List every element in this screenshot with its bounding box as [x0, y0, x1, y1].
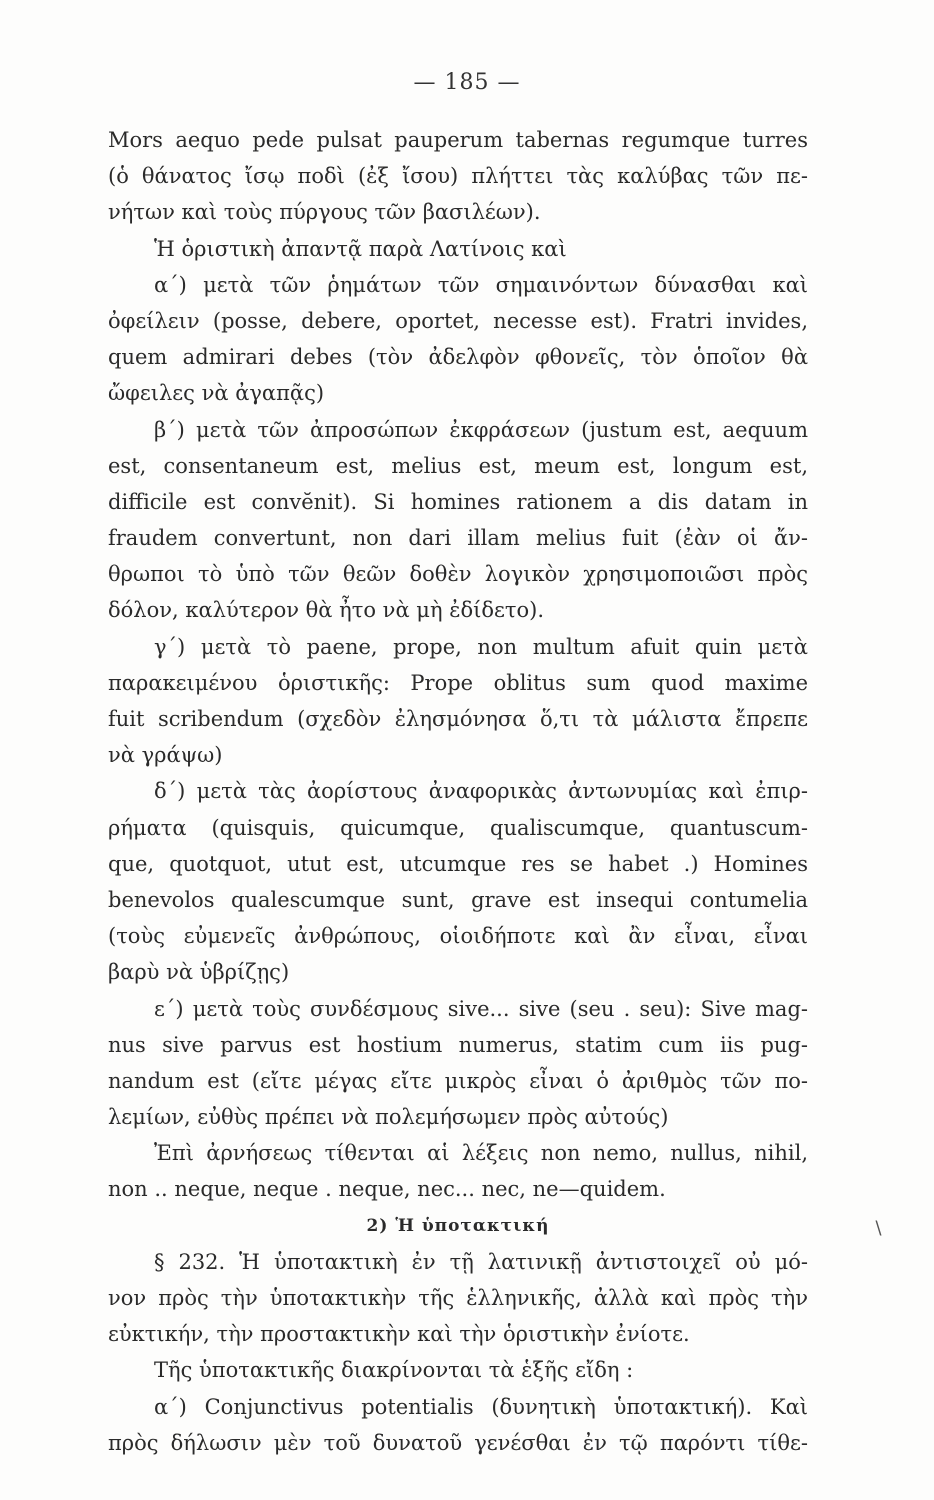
text-line: α΄) μετὰ τῶν ῥημάτων τῶν σημαινόντων δύνασθαι καὶ [154, 272, 808, 297]
text-line: (ὁ θάνατος ἴσῳ ποδὶ (ἐξ ἴσου) πλήττει τὰς καλύβας τῶν πε- [108, 164, 808, 189]
section-heading: 2) Ἡ ὑποτακτική [366, 1215, 550, 1236]
text-line: α΄) Conjunctivus potentialis (δυνητικὴ ὑποτακτική). Καὶ [154, 1394, 808, 1419]
text-line: παρακειμένου ὁριστικῆς: Prope oblitus sum quod maxime [108, 670, 808, 695]
text-line: β΄) μετὰ τῶν ἀπροσώπων ἐκφράσεων (justum est, aequum [154, 417, 808, 442]
text-line: ρήματα (quisquis, quicumque, qualiscumque, quantuscum- [108, 815, 808, 840]
text-line: quem admirari debes (τὸν ἀδελφὸν φθονεῖς, τὸν ὁποῖον θὰ [108, 345, 808, 370]
text-line: θρωποι τὸ ὑπὸ τῶν θεῶν δοθὲν λογικὸν χρησιμοποιῶσι πρὸς [108, 562, 808, 587]
page-number: — 185 — [413, 70, 521, 95]
text-block [108, 122, 808, 1461]
text-line: que, quotquot, utut est, utcumque res se habet .) Homines [108, 851, 808, 876]
text-line: Ἡ ὁριστικὴ ἀπαντᾷ παρὰ Λατίνοις καὶ [154, 236, 567, 261]
text-line: (τοὺς εὐμενεῖς ἀνθρώπους, οἱοιδήποτε καὶ ἂν εἶναι, εἶναι [108, 924, 808, 949]
text-line: γ΄) μετὰ τὸ paene, prope, non multum afuit quin μετὰ [154, 634, 808, 659]
text-line: λεμίων, εὐθὺς πρέπει νὰ πολεμήσωμεν πρὸς αὐτούς) [108, 1105, 669, 1130]
text-line: Τῆς ὑποτακτικῆς διακρίνονται τὰ ἑξῆς εἴδη : [154, 1358, 634, 1383]
text-line: est, consentaneum est, melius est, meum est, longum est, [108, 453, 808, 478]
text-line: ὀφείλειν (posse, debere, oportet, necesse est). Fratri invides, [108, 308, 808, 333]
text-line: δ΄) μετὰ τὰς ἀορίστους ἀναφορικὰς ἀντωνυμίας καὶ ἐπιρ- [154, 779, 808, 804]
text-line: nus sive parvus est hostium numerus, statim cum iis pug- [108, 1032, 808, 1057]
text-line: ὤφειλες νὰ ἀγαπᾷς) [108, 381, 325, 406]
text-line: νον πρὸς τὴν ὑποτακτικὴν τῆς ἑλληνικῆς, ἀλλὰ καὶ πρὸς τὴν [108, 1286, 808, 1310]
text-line: ε΄) μετὰ τοὺς συνδέσμους sive... sive (seu . seu): Sive mag- [154, 996, 808, 1021]
margin-mark: ∖ [872, 1218, 884, 1239]
text-line: νήτων καὶ τοὺς πύργους τῶν βασιλέων). [108, 200, 541, 225]
text-line: non .. neque, neque . neque, nec... nec, ne—quidem. [108, 1177, 666, 1202]
text-line: νὰ γράψω) [108, 743, 223, 768]
text-line: Ἐπὶ ἀρνήσεως τίθενται αἱ λέξεις non nemo, nullus, nihil, [154, 1141, 808, 1166]
text-line: εὐκτικήν, τὴν προστακτικὴν καὶ τὴν ὁριστικὴν ἐνίοτε. [108, 1322, 690, 1347]
text-line: Mors aequo pede pulsat pauperum tabernas regumque turres [108, 128, 808, 152]
text-line: fuit scribendum (σχεδὸν ἐλησμόνησα ὅ,τι τὰ μάλιστα ἔπρεπε [108, 707, 808, 731]
text-line: nandum est (εἴτε μέγας εἴτε μικρὸς εἶναι ὁ ἀριθμὸς τῶν πο- [108, 1068, 808, 1093]
text-line: βαρὺ νὰ ὑβρίζῃς) [108, 960, 290, 985]
text-line: δόλον, καλύτερον θὰ ἦτο νὰ μὴ ἐδίδετο). [108, 598, 545, 623]
text-line: benevolos qualescumque sunt, grave est insequi contumelia [108, 887, 808, 912]
text-line: § 232. Ἡ ὑποτακτικὴ ἐν τῇ λατινικῇ ἀντιστοιχεῖ οὐ μό- [154, 1249, 808, 1274]
text-line: πρὸς δήλωσιν μὲν τοῦ δυνατοῦ γενέσθαι ἐν τῷ παρόντι τίθε- [108, 1430, 808, 1455]
text-line: fraudem convertunt, non dari illam melius fuit (ἐὰν οἱ ἄν- [108, 526, 808, 551]
text-line: difficile est convĕnit). Si homines rationem a dis datam in [108, 489, 808, 514]
